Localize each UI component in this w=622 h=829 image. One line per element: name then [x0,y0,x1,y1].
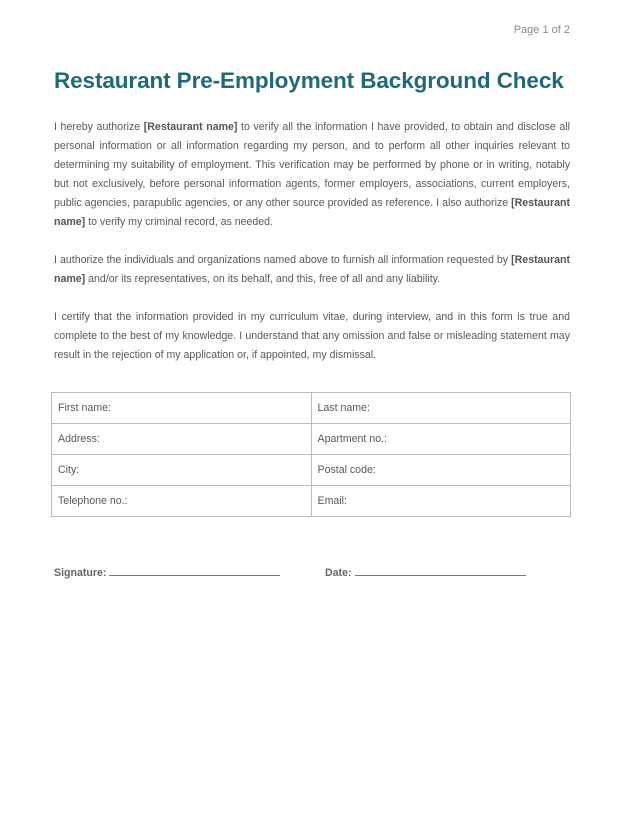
document-title: Restaurant Pre-Employment Background Check [54,68,564,93]
table-row [52,455,571,486]
signature-label: Signature: [54,567,107,579]
date-label: Date: [325,567,352,579]
first-name-field[interactable]: First name: [52,393,312,424]
table-row [52,424,571,455]
last-name-field[interactable]: Last name: [311,393,571,424]
authorization-paragraph: I hereby authorize [Restaurant name] to verify all the information I have provided, to obtain and disclose all personal information or all information regarding my person, and to perform all other inquiries relevant to determining my suitability of employment. This verification may be performed by phone or in writing, notably but not exclusively, before personal information agents, former employers, associations, current employers, public agencies, parapublic agencies, or any other source provided as reference. I also authorize [Restaurant name] to verify my criminal record, as needed. [54,121,570,228]
postal-code-field[interactable]: Postal code: [311,455,571,486]
table-row [52,393,571,424]
date-line[interactable] [355,565,526,576]
apartment-no-field[interactable]: Apartment no.: [311,424,571,455]
applicant-info-table [51,392,571,517]
restaurant-name-placeholder: [Restaurant name] [54,197,570,228]
telephone-field[interactable]: Telephone no.: [52,486,312,517]
liability-paragraph: I authorize the individuals and organizations named above to furnish all information requested by [Restaurant name] and/or its representatives, on its behalf, and this, free of all and any liability. [54,254,570,285]
table-row [52,486,571,517]
city-field[interactable]: City: [52,455,312,486]
certification-paragraph: I certify that the information provided in my curriculum vitae, during interview, and in this form is true and complete to the best of my knowledge. I understand that any omission and false or misleading statement may result in the rejection of my application or, if appointed, my dismissal. [54,311,570,361]
restaurant-name-placeholder: [Restaurant name] [143,121,238,133]
email-field[interactable]: Email: [311,486,571,517]
date-block [325,565,526,579]
restaurant-name-placeholder: [Restaurant name] [54,254,570,285]
address-field[interactable]: Address: [52,424,312,455]
signature-line[interactable] [109,565,280,576]
signature-block [54,565,280,579]
page-indicator: Page 1 of 2 [513,24,570,36]
